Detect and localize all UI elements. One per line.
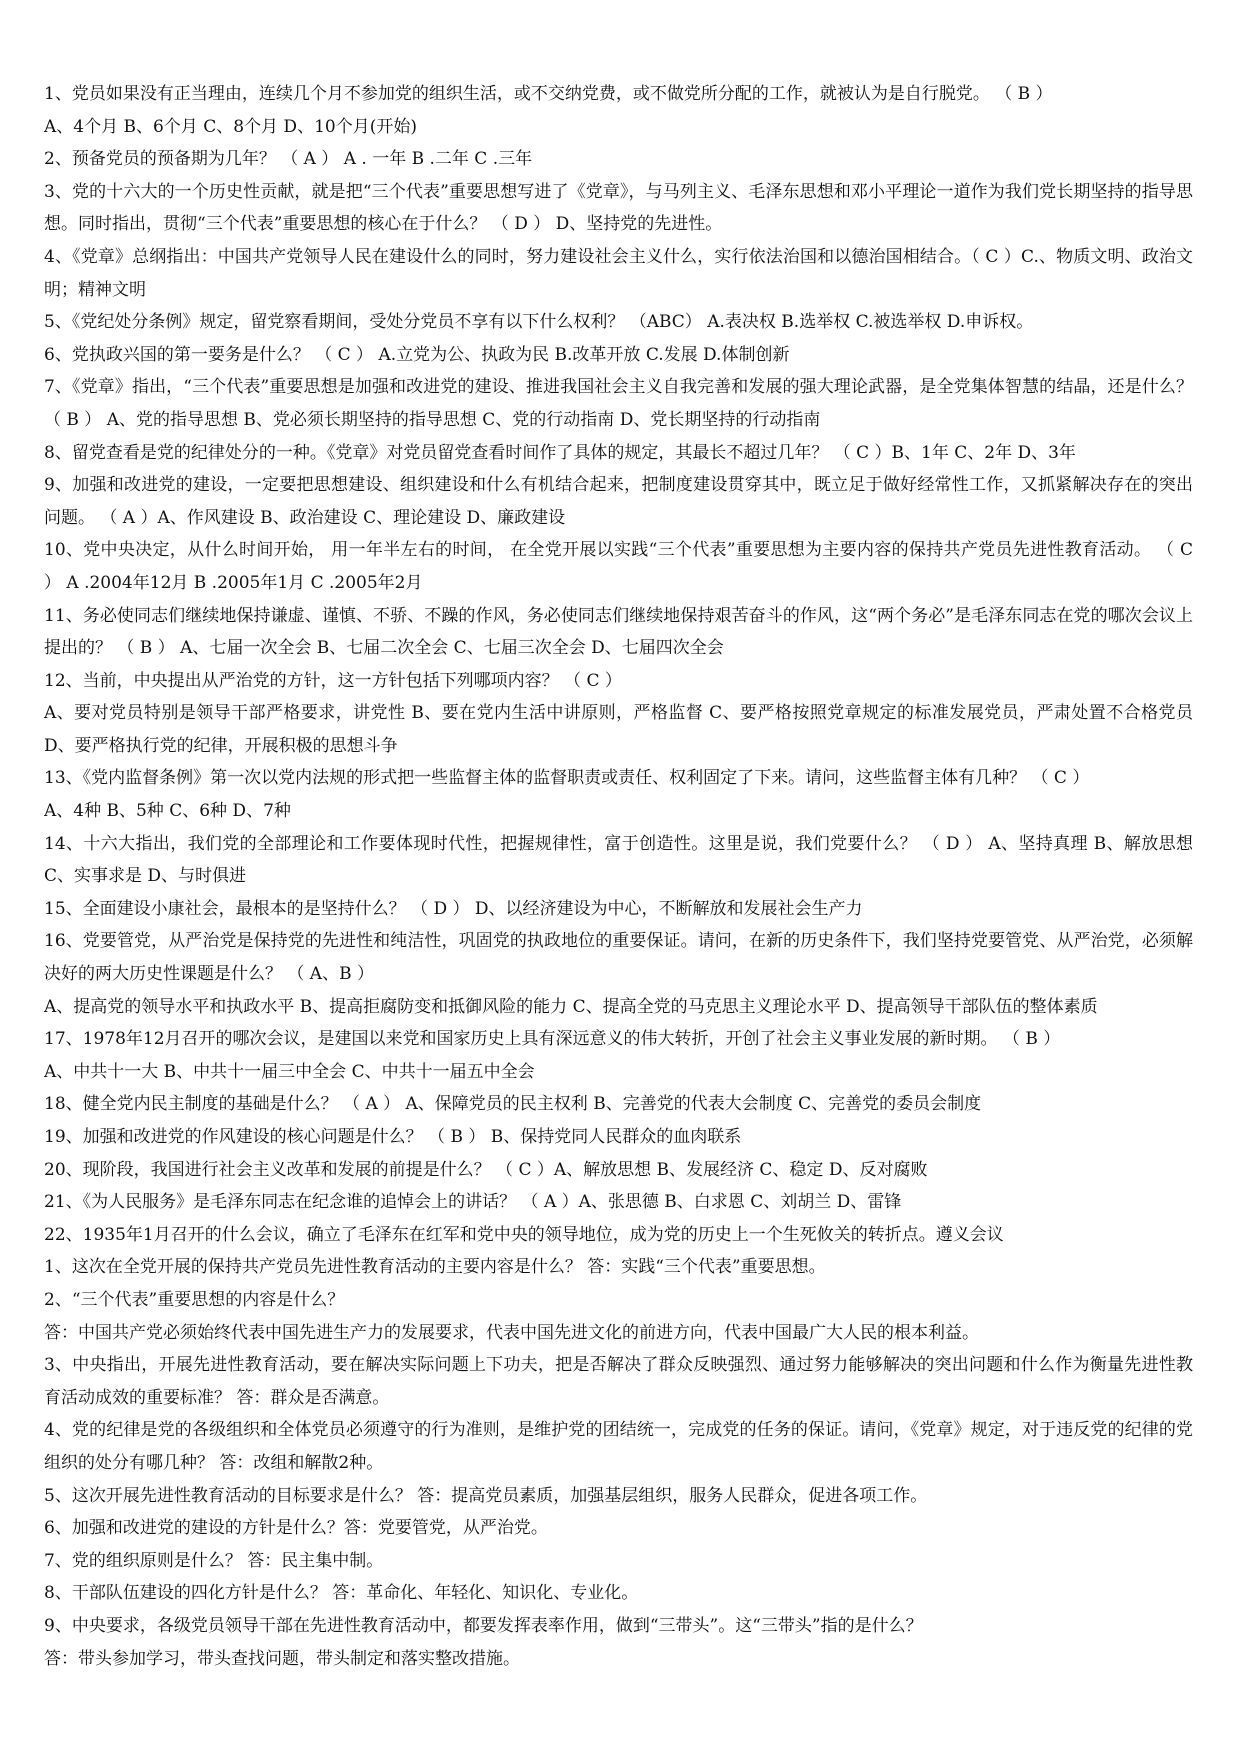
text-line: A、4种 B、5种 C、6种 D、7种	[44, 801, 291, 822]
text-line: 16、党要管党，从严治党是保持党的先进性和纯洁性，巩固党的执政地位的重要保证。请问，在新的历史条件下，我们坚持党要管党、从严治党，必须解决好的两大历史性课题是什么？ （ A、B ）	[44, 931, 1193, 985]
text-line: 答：中国共产党必须始终代表中国先进生产力的发展要求，代表中国先进文化的前进方向，代表中国最广大人民的根本利益。	[44, 1322, 979, 1343]
text-line: 18、健全党内民主制度的基础是什么？ （ A ） A、保障党员的民主权利 B、完善党的代表大会制度 C、完善党的委员会制度	[44, 1094, 982, 1115]
text-line: 8、留党查看是党的纪律处分的一种。《党章》对党员留党查看时间作了具体的规定，其最长不超过几年？ （ C ）B、1年 C、2年 D、3年	[44, 442, 1076, 463]
text-line: 9、加强和改进党的建设，一定要把思想建设、组织建设和什么有机结合起来，把制度建设贯穿其中，既立足于做好经常性工作，又抓紧解决存在的突出问题。 （ A ）A、作风建设 B、政治建设 C、理论建设 D、廉政建设	[44, 475, 1193, 528]
text-line: 14、十六大指出，我们党的全部理论和工作要体现时代性，把握规律性，富于创造性。这里是说，我们党要什么？ （ D ） A、坚持真理 B、解放思想 C、实事求是 D、与时俱进	[44, 833, 1193, 887]
text-line: A、中共十一大 B、中共十一届三中全会 C、中共十一届五中全会	[44, 1061, 535, 1082]
text-line: A、提高党的领导水平和执政水平 B、提高拒腐防变和抵御风险的能力 C、提高全党的马克思主义理论水平 D、提高领导干部队伍的整体素质	[44, 996, 1098, 1017]
text-line: 6、党执政兴国的第一要务是什么？ （ C ） A.立党为公、执政为民 B.改革开放 C.发展 D.体制创新	[44, 344, 790, 365]
text-line: 4、《党章》总纲指出：中国共产党领导人民在建设什么的同时，努力建设社会主义什么，实行依法治国和以德治国相结合。（ C ）C.、物质文明、政治文明；精神文明	[44, 246, 1193, 300]
text-line: 12、当前，中央提出从严治党的方针，这一方针包括下列哪项内容？ （ C ）	[44, 670, 622, 691]
text-line: 1、党员如果没有正当理由，连续几个月不参加党的组织生活，或不交纳党费，或不做党所分配的工作，就被认为是自行脱党。 （ B ）	[44, 84, 1053, 104]
text-line: 1、这次在全党开展的保持共产党员先进性教育活动的主要内容是什么？ 答：实践“三个代表”重要思想。	[44, 1257, 826, 1278]
text-line: 答：带头参加学习，带头查找问题，带头制定和落实整改措施。	[44, 1648, 520, 1669]
document-body	[44, 78, 1193, 1675]
text-line: 7、《党章》指出，“三个代表”重要思想是加强和改进党的建设、推进我国社会主义自我完善和发展的强大理论武器，是全党集体智慧的结晶，还是什么？ （ B ） A、党的指导思想 B、党必须长期坚持的指导思想 C、党的行动指南 D、党长期坚持的行动指南	[44, 377, 1193, 430]
text-line: 10、党中央决定，从什么时间开始， 用一年半左右的时间， 在全党开展以实践“三个代表”重要思想为主要内容的保持共产党员先进性教育活动。 （ C ） A .2004年12月 B .2005年1月 C .2005年2月	[44, 540, 1193, 593]
text-line: 3、党的十六大的一个历史性贡献，就是把“三个代表”重要思想写进了《党章》，与马列主义、毛泽东思想和邓小平理论一道作为我们党长期坚持的指导思想。同时指出，贯彻“三个代表”重要思想的核心在于什么？ （ D ） D、坚持党的先进性。	[44, 181, 1193, 235]
text-line: 5、这次开展先进性教育活动的目标要求是什么？ 答：提高党员素质，加强基层组织，服务人民群众，促进各项工作。	[44, 1485, 928, 1506]
text-line: 15、全面建设小康社会，最根本的是坚持什么？ （ D ） D、以经济建设为中心，不断解放和发展社会生产力	[44, 898, 863, 919]
text-line: 6、加强和改进党的建设的方针是什么？答：党要管党，从严治党。	[44, 1518, 548, 1539]
text-line: 7、党的组织原则是什么？ 答：民主集中制。	[44, 1550, 384, 1571]
text-line: 4、党的纪律是党的各级组织和全体党员必须遵守的行为准则，是维护党的团结统一，完成党的任务的保证。请问，《党章》规定，对于违反党的纪律的党组织的处分有哪几种？ 答：改组和解散2种。	[44, 1420, 1193, 1473]
text-line: 3、中央指出，开展先进性教育活动，要在解决实际问题上下功夫，把是否解决了群众反映强烈、通过努力能够解决的突出问题和什么作为衡量先进性教育活动成效的重要标准？ 答：群众是否满意。	[44, 1355, 1193, 1408]
text-line: 19、加强和改进党的作风建设的核心问题是什么？ （ B ） B、保持党同人民群众的血肉联系	[44, 1127, 742, 1147]
text-line: 20、现阶段，我国进行社会主义改革和发展的前提是什么？ （ C ）A、解放思想 B、发展经济 C、稳定 D、反对腐败	[44, 1159, 928, 1180]
text-line: 13、《党内监督条例》第一次以党内法规的形式把一些监督主体的监督职责或责任、权利固定了下来。请问，这些监督主体有几种？ （ C ）	[44, 768, 1090, 789]
text-line: 22、1935年1月召开的什么会议，确立了毛泽东在红军和党中央的领导地位，成为党的历史上一个生死攸关的转折点。遵义会议	[44, 1224, 1004, 1245]
text-line: 2、预备党员的预备期为几年？ （ A ） A . 一年 B .二年 C .三年	[44, 149, 533, 170]
text-line: 9、中央要求，各级党员领导干部在先进性教育活动中，都要发挥表率作用，做到“三带头”。这“三带头”指的是什么？	[44, 1615, 923, 1636]
text-line: 21、《为人民服务》是毛泽东同志在纪念谁的追悼会上的讲话？ （ A ）A、张思德 B、白求恩 C、刘胡兰 D、雷锋	[44, 1192, 902, 1213]
text-line: A、要对党员特别是领导干部严格要求，讲党性 B、要在党内生活中讲原则，严格监督 C、要严格按照党章规定的标准发展党员，严肃处置不合格党员 D、要严格执行党的纪律，开展积极的思想斗争	[44, 703, 1193, 756]
text-line: 17、1978年12月召开的哪次会议，是建国以来党和国家历史上具有深远意义的伟大转折，开创了社会主义事业发展的新时期。 （ B ）	[44, 1029, 1061, 1050]
text-line: 2、“三个代表”重要思想的内容是什么？	[44, 1289, 345, 1310]
text-line: A、4个月 B、6个月 C、8个月 D、10个月(开始)	[44, 116, 417, 137]
text-line: 11、务必使同志们继续地保持谦虚、谨慎、不骄、不躁的作风，务必使同志们继续地保持艰苦奋斗的作风，这“两个务必”是毛泽东同志在党的哪次会议上提出的？ （ B ） A、七届一次全会 B、七届二次全会 C、七届三次全会 D、七届四次全会	[44, 605, 1193, 659]
text-line: 5、《党纪处分条例》规定，留党察看期间，受处分党员不享有以下什么权利？ （ABC） A.表决权 B.选举权 C.被选举权 D.申诉权。	[44, 312, 1034, 333]
text-line: 8、干部队伍建设的四化方针是什么？ 答：革命化、年轻化、知识化、专业化。	[44, 1583, 639, 1604]
